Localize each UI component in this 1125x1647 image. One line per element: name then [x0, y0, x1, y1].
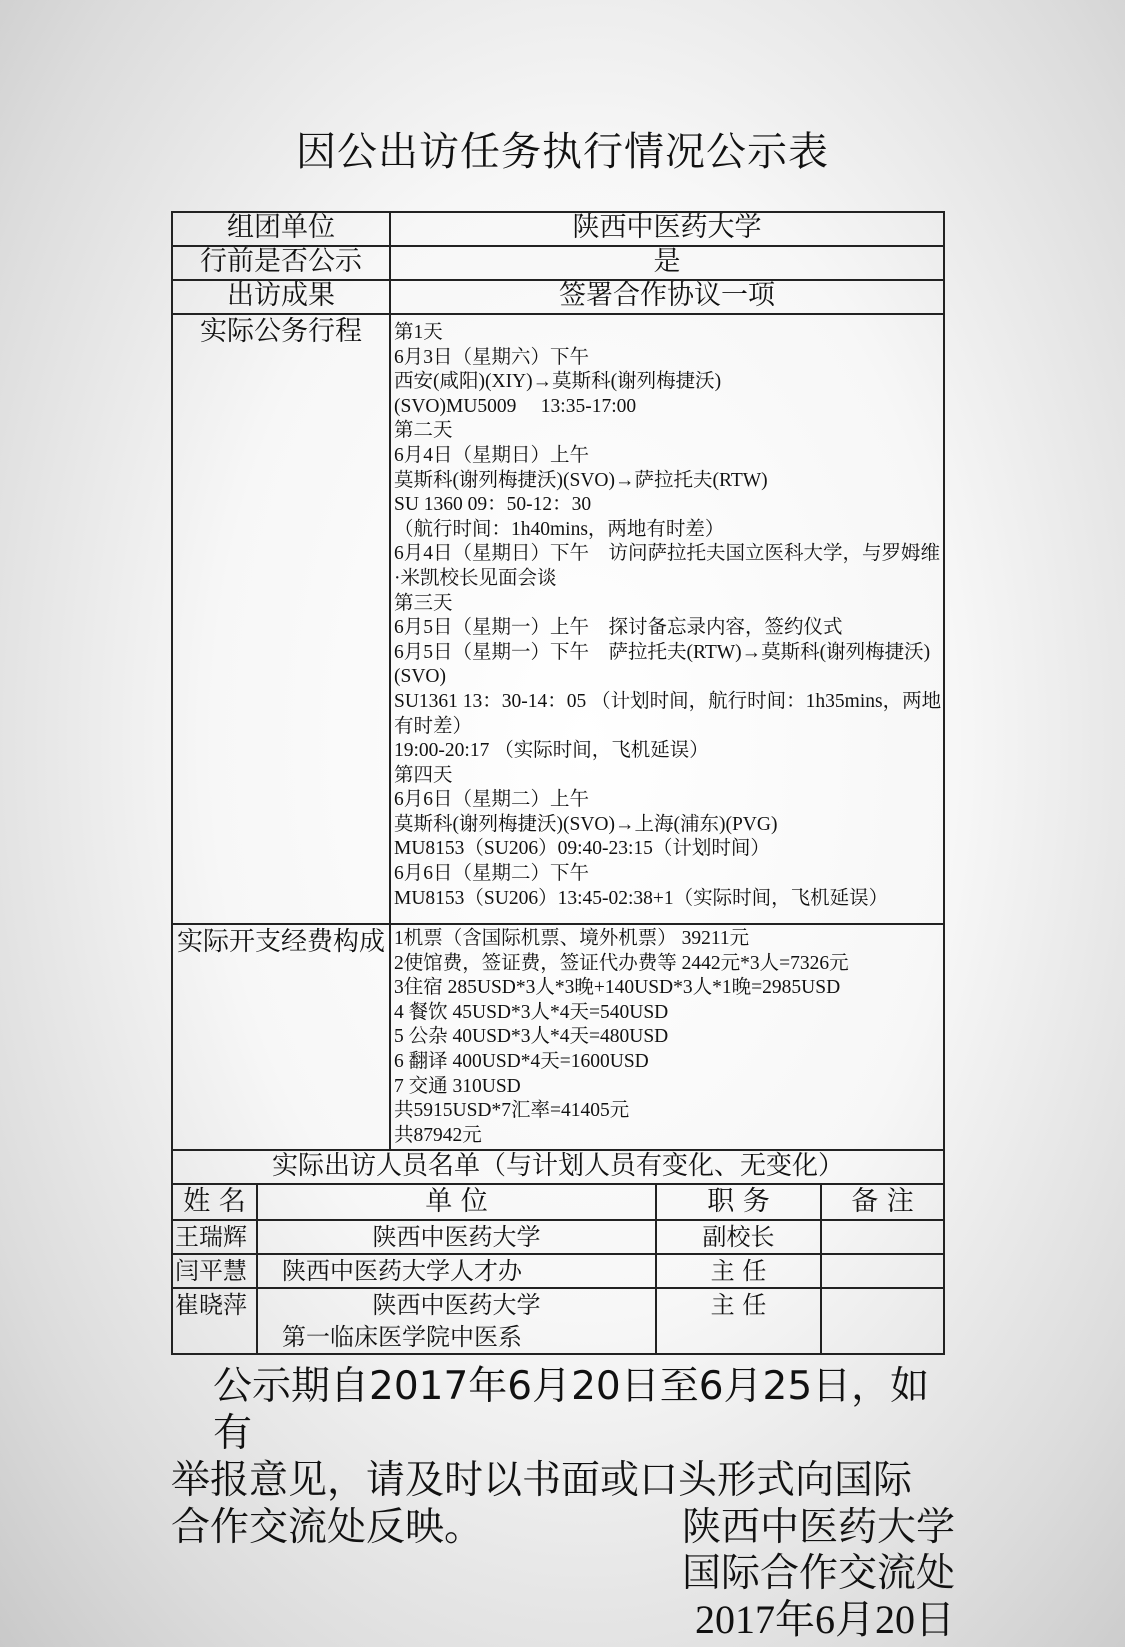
person-unit: 陕西中医药大学人才办 [257, 1254, 656, 1288]
itinerary-line: 6月6日（星期二）下午 [394, 863, 590, 885]
org-label: 组团单位 [172, 212, 390, 246]
itinerary-line: 6月3日（星期六）下午 [394, 346, 590, 368]
itinerary-line: SU 1360 09：50-12：30 [394, 494, 592, 516]
person-note [821, 1254, 944, 1288]
unit-header: 单 位 [257, 1184, 656, 1220]
table-row [172, 1150, 944, 1184]
signature-dept: 国际合作交流处 [681, 1551, 955, 1596]
org-value: 陕西中医药大学 [390, 212, 944, 246]
notice-line: 举报意见，请及时以书面或口头形式向国际 [171, 1458, 913, 1503]
itinerary-cell [390, 314, 944, 924]
page-title: 因公出访任务执行情况公示表 [296, 129, 829, 175]
notice-line: 公示期自2017年6月20日至6月25日，如有 [213, 1364, 930, 1456]
itinerary-line: 第二天 [394, 420, 453, 442]
itinerary-line: 第1天 [394, 322, 443, 343]
itinerary-line: SU1361 13：30-14：05 （计划时间，航行时间：1h35mins，两地有时差） [394, 690, 942, 737]
signature-org: 陕西中医药大学 [681, 1505, 955, 1550]
itinerary-line: 6月5日（星期一）下午 萨拉托夫(RTW)→莫斯科(谢列梅捷沃)(SVO) [394, 641, 931, 688]
person-name: 崔晓萍 [172, 1288, 257, 1354]
expense-line: 2使馆费，签证费，签证代办费等 2442元*3人=7326元 [394, 952, 849, 974]
expense-line: 7 交通 310USD [394, 1075, 521, 1097]
itinerary-line: MU8153（SU206）09:40-23:15（计划时间） [394, 838, 770, 860]
person-name: 王瑞辉 [172, 1220, 257, 1254]
signature-block [682, 1505, 955, 1643]
itinerary-line: 西安(咸阳)(XIY)→莫斯科(谢列梅捷沃) [394, 371, 722, 393]
expense-label: 实际开支经费构成 [172, 924, 390, 1150]
pre-publicity-value: 是 [390, 246, 944, 280]
person-unit [257, 1288, 656, 1354]
publicity-table [171, 211, 945, 1355]
itinerary-line: 莫斯科(谢列梅捷沃)(SVO)→上海(浦东)(PVG) [394, 813, 778, 835]
itinerary-line: 第四天 [394, 764, 453, 786]
itinerary-line: 19:00-20:17 （实际时间，飞机延误） [394, 740, 709, 762]
expense-line: 1机票（含国际机票、境外机票） 39211元 [394, 928, 750, 949]
personnel-title: 实际出访人员名单（与计划人员有变化、无变化） [172, 1150, 944, 1184]
person-position: 副校长 [656, 1220, 821, 1254]
position-header: 职 务 [656, 1184, 821, 1220]
expense-line: 3住宿 285USD*3人*3晚+140USD*3人*1晚=2985USD [394, 977, 841, 999]
note-header: 备 注 [821, 1184, 944, 1220]
expense-line: 共5915USD*7汇率=41405元 [394, 1100, 630, 1122]
table-row [172, 314, 944, 924]
visit-result-label: 出访成果 [172, 280, 390, 314]
itinerary-line: 6月4日（星期日）上午 [394, 444, 590, 466]
itinerary-line: 6月5日（星期一）上午 探讨备忘录内容，签约仪式 [394, 617, 843, 639]
itinerary-line: 6月4日（星期日）下午 访问萨拉托夫国立医科大学，与罗姆维·米凯校长见面会谈 [394, 543, 941, 589]
person-unit-line1: 陕西中医药大学 [372, 1291, 541, 1319]
signature-date: 2017年6月20日 [695, 1597, 955, 1642]
table-row [172, 1184, 944, 1220]
person-name: 闫平慧 [172, 1254, 257, 1288]
table-row [172, 1288, 944, 1354]
expense-line: 5 公杂 40USD*3人*4天=480USD [394, 1026, 669, 1048]
pre-publicity-label: 行前是否公示 [172, 246, 390, 280]
name-header: 姓 名 [172, 1184, 257, 1220]
table-row [172, 246, 944, 280]
table-row [172, 280, 944, 314]
table-row [172, 924, 944, 1150]
person-unit: 陕西中医药大学 [257, 1220, 656, 1254]
itinerary-line: 6月6日（星期二）上午 [394, 789, 590, 811]
itinerary-line: （航行时间：1h40mins，两地有时差） [394, 518, 725, 540]
itinerary-line: 第三天 [394, 592, 453, 614]
person-note [821, 1220, 944, 1254]
visit-result-value: 签署合作协议一项 [390, 280, 944, 314]
expense-line: 6 翻译 400USD*4天=1600USD [394, 1050, 649, 1072]
person-position: 主 任 [656, 1288, 821, 1354]
itinerary-label: 实际公务行程 [172, 314, 390, 924]
expense-line: 4 餐饮 45USD*3人*4天=540USD [394, 1001, 669, 1023]
table-row [172, 1220, 944, 1254]
expense-line: 共87942元 [394, 1124, 482, 1146]
person-unit-line2: 第一临床医学院中医系 [282, 1323, 522, 1351]
itinerary-line: MU8153（SU206）13:45-02:38+1（实际时间，飞机延误） [394, 887, 889, 909]
table-row [172, 212, 944, 246]
itinerary-line: (SVO)MU5009 13:35-17:00 [394, 395, 637, 417]
itinerary-line: 莫斯科(谢列梅捷沃)(SVO)→萨拉托夫(RTW) [394, 469, 768, 491]
notice-line: 合作交流处反映。 [171, 1505, 484, 1550]
table-row [172, 1254, 944, 1288]
person-position: 主 任 [656, 1254, 821, 1288]
person-note [821, 1288, 944, 1354]
expense-cell [390, 924, 944, 1150]
